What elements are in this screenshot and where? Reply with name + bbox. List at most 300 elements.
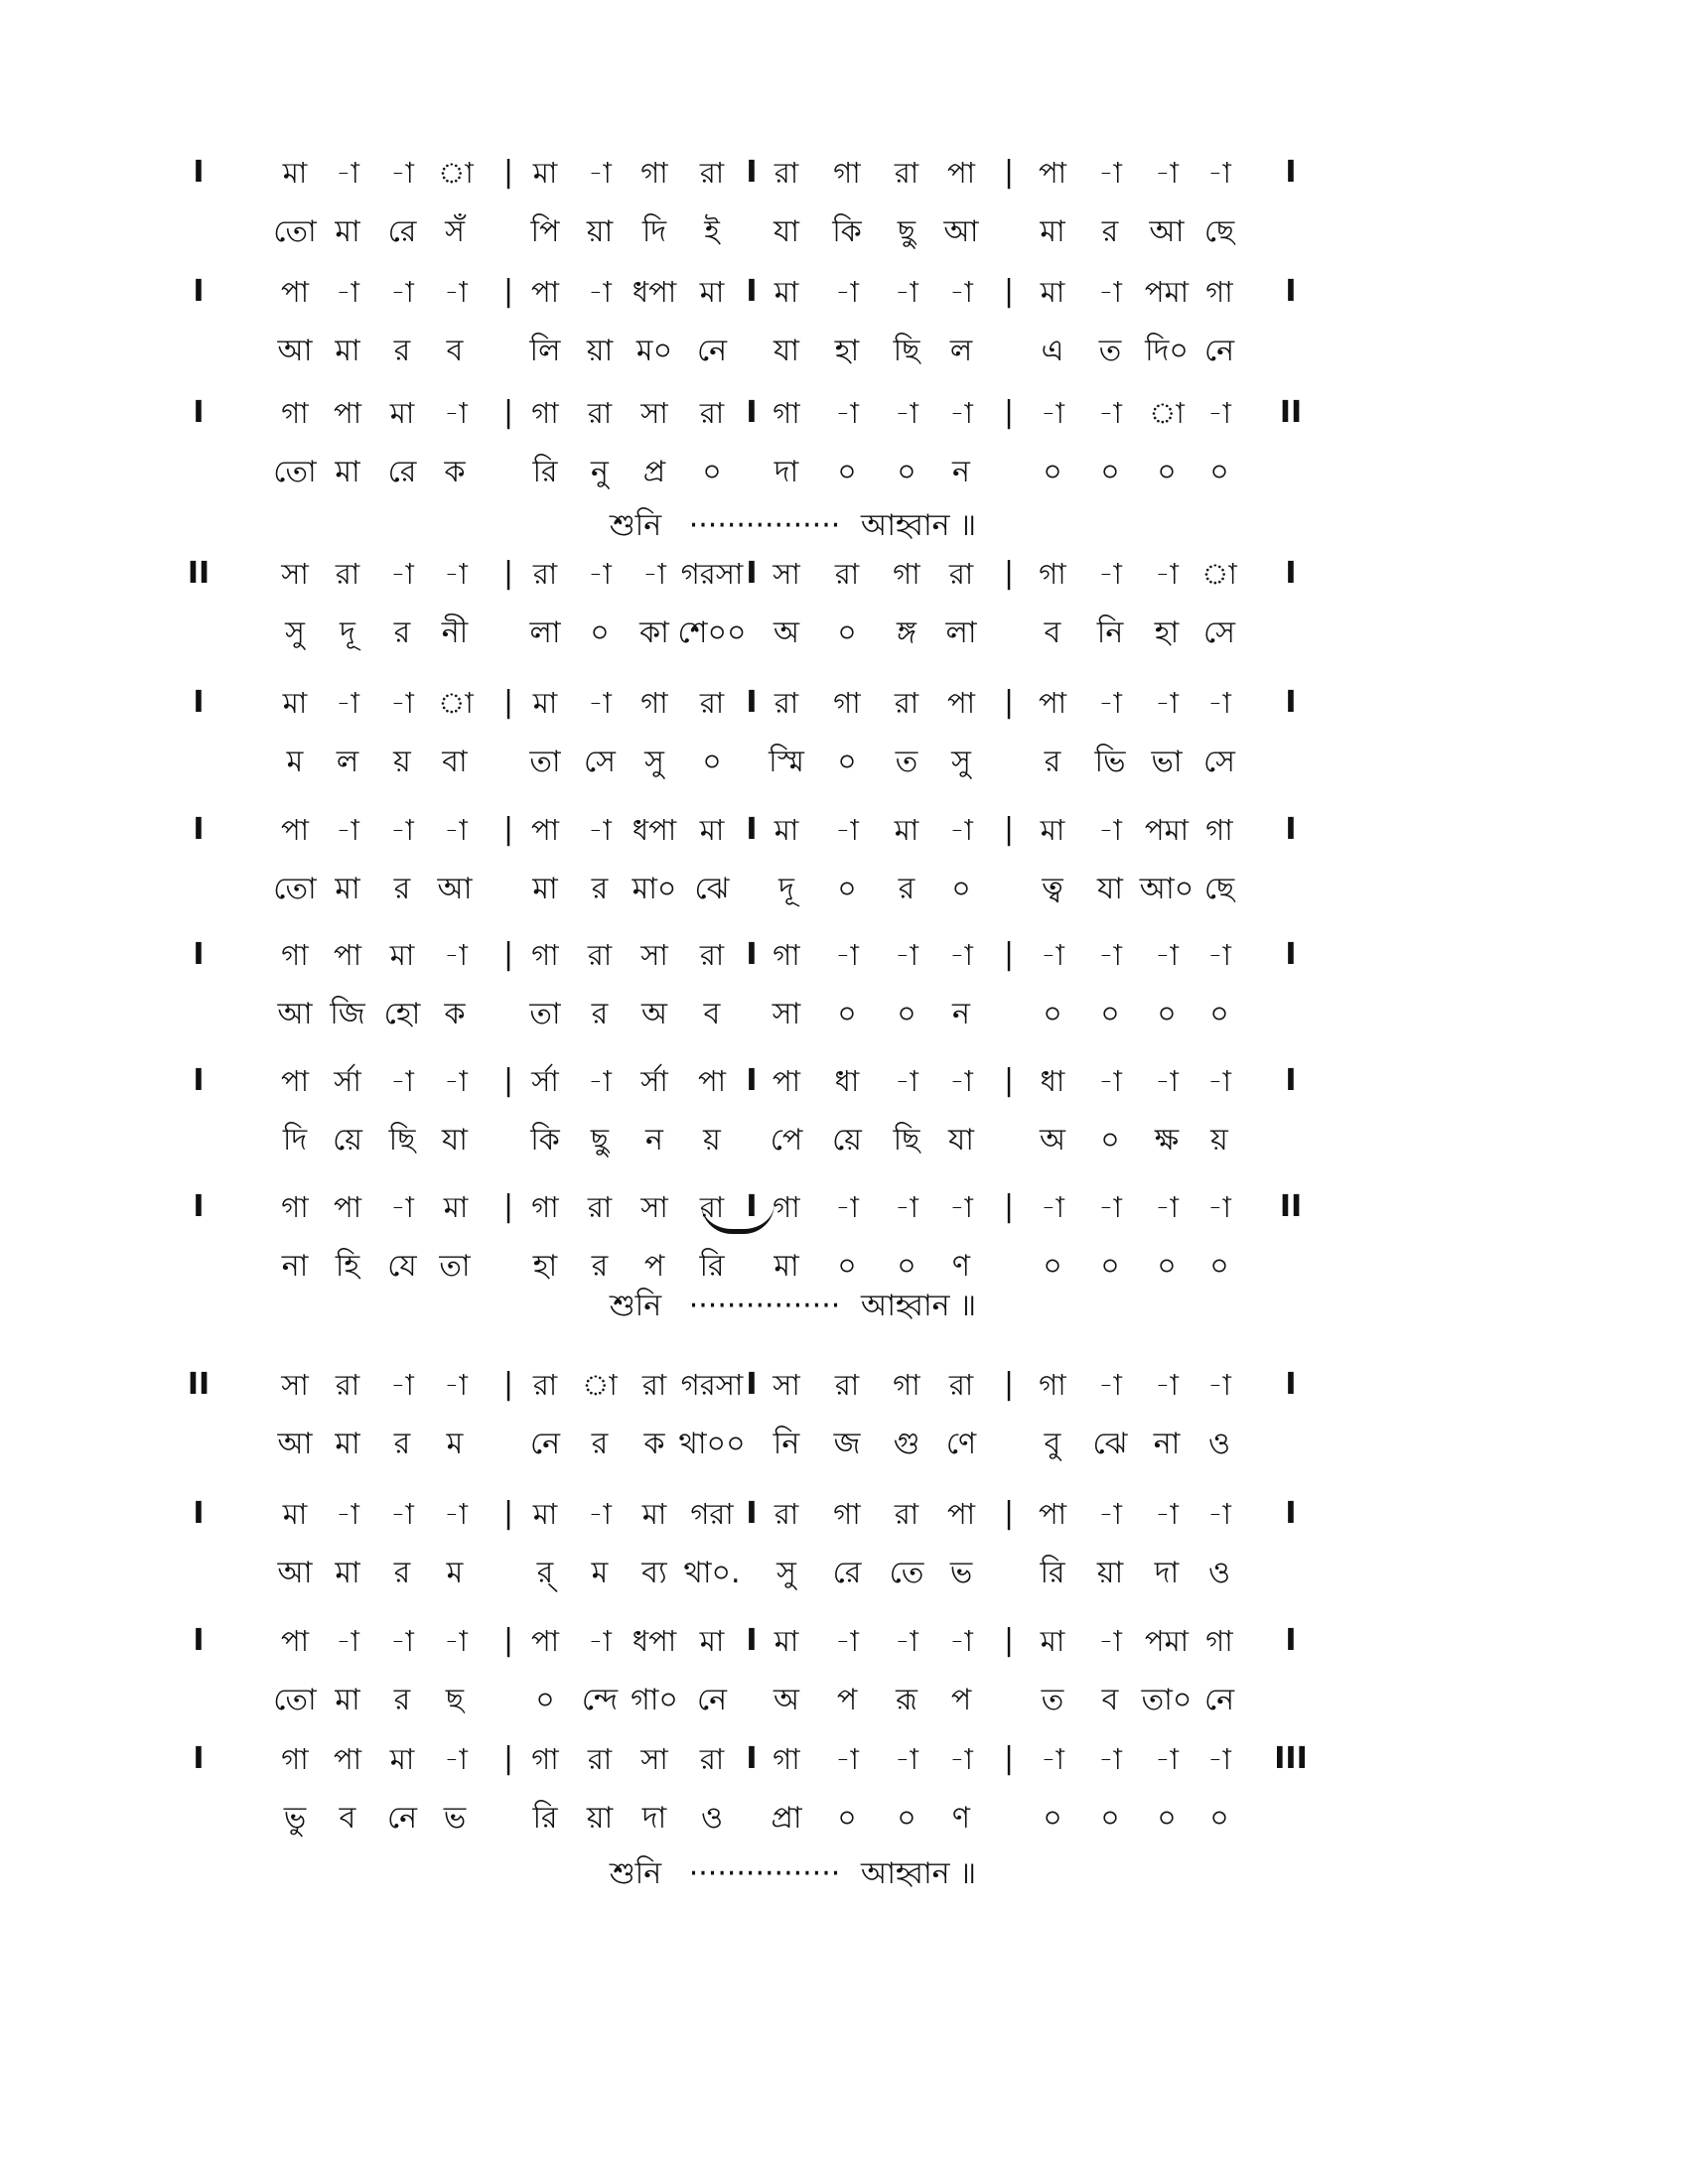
- lyric-syllable: ক্ষ: [1154, 1123, 1180, 1158]
- note-cell: -া: [949, 1190, 973, 1224]
- note-cell: -া: [835, 1624, 859, 1658]
- note-cell: সা: [640, 396, 668, 430]
- beat-divider: |: [502, 812, 514, 847]
- note-cell: গরসা: [680, 557, 744, 591]
- note-cell: গা: [833, 1497, 861, 1531]
- note-cell: রা: [699, 1190, 725, 1224]
- lyric-syllable: ছে: [1203, 872, 1235, 906]
- lyric-syllable: ক: [643, 1427, 665, 1461]
- lyric-syllable: ণ: [951, 1801, 971, 1836]
- lyric-syllable: তো: [273, 1683, 317, 1717]
- note-cell: ধা: [834, 1064, 860, 1098]
- trailing-bar-sign: I: [1285, 556, 1297, 591]
- note-cell: -া: [949, 1064, 973, 1098]
- lyric-syllable: ০: [702, 455, 722, 489]
- note-cell: পা: [530, 813, 560, 847]
- lyric-syllable: রি: [532, 455, 558, 489]
- note-cell: -া: [588, 557, 612, 591]
- lyric-syllable: র: [1044, 745, 1061, 779]
- note-cell: সা: [773, 557, 800, 591]
- lyric-syllable: ও: [1207, 1427, 1231, 1461]
- note-cell: রা: [774, 1497, 799, 1531]
- note-cell: পা: [280, 813, 310, 847]
- leading-bar-sign: I: [193, 937, 205, 972]
- lyric-syllable: দি০: [1145, 334, 1189, 368]
- lyric-syllable: ০: [535, 1683, 555, 1717]
- lyric-row: [0, 1113, 1688, 1168]
- note-cell: া: [1201, 557, 1237, 591]
- measure-bar: I: [746, 1367, 758, 1402]
- measure-bar: I: [746, 1189, 758, 1224]
- lyric-syllable: তো: [273, 214, 317, 249]
- note-cell: রা: [834, 557, 860, 591]
- note-cell: সা: [640, 1190, 668, 1224]
- note-cell: রা: [532, 1368, 558, 1402]
- lyric-syllable: র: [393, 1427, 411, 1461]
- lyric-syllable: ম: [591, 1556, 609, 1590]
- lyric-syllable: সা: [772, 997, 801, 1031]
- lyric-syllable: থা০০: [678, 1427, 746, 1461]
- lyric-syllable: শে০০: [677, 615, 747, 650]
- lyric-syllable: ক: [444, 455, 466, 489]
- lyric-syllable: হা: [1154, 615, 1180, 650]
- note-cell: রা: [699, 938, 725, 972]
- note-cell: ধপা: [632, 813, 677, 847]
- lyric-syllable: লা: [945, 615, 977, 650]
- measure-bar: I: [746, 937, 758, 972]
- note-cell: -া: [1098, 275, 1122, 309]
- note-cell: -া: [895, 396, 918, 430]
- lyric-syllable: ০: [1100, 1123, 1120, 1158]
- note-cell: গা: [531, 1742, 559, 1776]
- note-cell: ধপা: [632, 1624, 677, 1658]
- notation-row: [0, 264, 1688, 320]
- note-cell: -া: [390, 1190, 414, 1224]
- lyric-syllable: মা: [335, 1683, 360, 1717]
- note-cell: রা: [587, 938, 613, 972]
- note-cell: রা: [587, 1742, 613, 1776]
- lyric-syllable: ০: [951, 872, 971, 906]
- measure-bar: I: [746, 1496, 758, 1531]
- note-cell: -া: [1041, 938, 1064, 972]
- note-cell: রা: [894, 156, 919, 190]
- lyric-syllable: ছু: [590, 1123, 610, 1158]
- note-cell: -া: [1207, 1368, 1231, 1402]
- lyric-syllable: অ: [641, 997, 667, 1031]
- note-cell: -া: [390, 1064, 414, 1098]
- lyric-syllable: ল: [336, 745, 359, 779]
- note-cell: পা: [946, 1497, 976, 1531]
- note-cell: -া: [1098, 1064, 1122, 1098]
- refrain-start: শুনি: [609, 1856, 662, 1891]
- lyric-syllable: য়ে: [333, 1123, 362, 1158]
- lyric-syllable: সু: [951, 745, 971, 779]
- lyric-syllable: হো: [383, 997, 421, 1031]
- note-cell: -া: [949, 1624, 973, 1658]
- note-cell: গা: [640, 686, 668, 720]
- note-cell: -া: [895, 1624, 918, 1658]
- lyric-syllable: ০: [1209, 1801, 1229, 1836]
- lyric-syllable: সঁ: [445, 214, 465, 249]
- beat-divider: |: [502, 395, 514, 430]
- beat-divider: |: [1003, 395, 1015, 430]
- leading-bar-sign: I: [193, 1063, 205, 1098]
- lyric-syllable: নে: [1203, 334, 1235, 368]
- note-cell: গা: [893, 557, 920, 591]
- lyric-syllable: র: [393, 1556, 411, 1590]
- note-cell: -া: [390, 813, 414, 847]
- lyric-syllable: মা: [335, 872, 360, 906]
- note-cell: -া: [390, 1624, 414, 1658]
- beat-divider: |: [502, 1741, 514, 1776]
- note-cell: ধপা: [632, 275, 677, 309]
- lyric-syllable: ব: [1044, 615, 1061, 650]
- lyric-row: [0, 735, 1688, 790]
- note-cell: সা: [773, 1368, 800, 1402]
- note-cell: পা: [772, 1064, 801, 1098]
- leading-bar-sign: I: [193, 274, 205, 309]
- lyric-syllable: আ: [943, 214, 979, 249]
- note-cell: রা: [335, 557, 360, 591]
- notation-row: [0, 802, 1688, 858]
- lyric-syllable: ণ: [951, 1249, 971, 1284]
- lyric-syllable: ০: [837, 1801, 857, 1836]
- beat-divider: |: [502, 937, 514, 972]
- beat-divider: |: [502, 556, 514, 591]
- note-cell: -া: [1098, 156, 1122, 190]
- note-cell: -া: [1098, 557, 1122, 591]
- note-cell: -া: [390, 686, 414, 720]
- lyric-syllable: ও: [1207, 1556, 1231, 1590]
- note-cell: সা: [281, 557, 309, 591]
- trailing-bar-sign: I: [1285, 274, 1297, 309]
- refrain-dots: ················: [688, 508, 841, 543]
- measure-bar: I: [746, 1063, 758, 1098]
- trailing-bar-sign: I: [1285, 1496, 1297, 1531]
- lyric-row: [0, 205, 1688, 260]
- lyric-syllable: ০: [837, 455, 857, 489]
- lyric-syllable: ভু: [283, 1801, 307, 1836]
- beat-divider: |: [1003, 685, 1015, 720]
- lyric-syllable: ল: [949, 334, 973, 368]
- lyric-syllable: ০: [1157, 1249, 1177, 1284]
- note-cell: -া: [1098, 938, 1122, 972]
- lyric-syllable: প: [950, 1683, 972, 1717]
- note-cell: র্সা: [531, 1064, 559, 1098]
- note-cell: পা: [946, 686, 976, 720]
- note-cell: পা: [1038, 156, 1067, 190]
- note-cell: -া: [444, 1742, 468, 1776]
- note-cell: গা: [1205, 275, 1233, 309]
- measure-bar: I: [746, 1741, 758, 1776]
- note-cell: -া: [1098, 1624, 1122, 1658]
- note-cell: পমা: [1144, 275, 1190, 309]
- beat-divider: |: [502, 274, 514, 309]
- beat-divider: |: [1003, 1623, 1015, 1658]
- lyric-syllable: কা: [639, 615, 669, 650]
- measure-bar: I: [746, 556, 758, 591]
- trailing-bar-sign: I: [1285, 1367, 1297, 1402]
- lyric-syllable: ০: [1043, 1801, 1062, 1836]
- leading-bar-sign: I: [193, 1496, 205, 1531]
- note-cell: পা: [280, 1624, 310, 1658]
- note-cell: মা: [699, 1624, 725, 1658]
- lyric-row: [0, 1239, 1688, 1295]
- note-cell: -া: [336, 275, 359, 309]
- beat-divider: |: [1003, 1367, 1015, 1402]
- note-cell: পা: [280, 275, 310, 309]
- note-cell: -া: [444, 1624, 468, 1658]
- notation-row: [0, 1357, 1688, 1413]
- lyric-syllable: র: [393, 334, 411, 368]
- lyric-syllable: ০: [837, 997, 857, 1031]
- lyric-syllable: কি: [530, 1123, 560, 1158]
- note-cell: মা: [774, 813, 799, 847]
- lyric-syllable: মা: [335, 1427, 360, 1461]
- leading-bar-sign: I: [193, 395, 205, 430]
- note-cell: -া: [1207, 686, 1231, 720]
- lyric-syllable: আ: [1149, 214, 1185, 249]
- note-cell: রা: [774, 156, 799, 190]
- note-cell: -া: [336, 686, 359, 720]
- lyric-row: [0, 987, 1688, 1042]
- lyric-syllable: আ০: [1139, 872, 1195, 906]
- lyric-syllable: ম: [286, 745, 304, 779]
- lyric-syllable: ম: [446, 1427, 464, 1461]
- note-cell: -া: [390, 1497, 414, 1531]
- lyric-syllable: ন্দে: [581, 1683, 619, 1717]
- leading-bar-sign: I: [193, 155, 205, 190]
- note-cell: -া: [949, 813, 973, 847]
- lyric-syllable: আ: [277, 997, 313, 1031]
- note-cell: া: [438, 156, 474, 190]
- trailing-bar-sign: I: [1285, 685, 1297, 720]
- lyric-syllable: নী: [441, 615, 469, 650]
- lyric-syllable: প: [836, 1683, 858, 1717]
- lyric-syllable: আ: [437, 872, 473, 906]
- notation-row: [0, 1613, 1688, 1669]
- refrain-start: শুনি: [609, 508, 662, 543]
- note-cell: গা: [773, 938, 800, 972]
- lyric-syllable: য়: [1210, 1123, 1228, 1158]
- note-cell: -া: [588, 813, 612, 847]
- note-cell: গা: [773, 396, 800, 430]
- lyric-syllable: আ: [277, 1427, 313, 1461]
- lyric-syllable: র: [591, 1249, 609, 1284]
- lyric-syllable: ০: [1209, 455, 1229, 489]
- note-cell: -া: [895, 1190, 918, 1224]
- note-cell: -া: [1207, 1742, 1231, 1776]
- note-cell: মা: [443, 1190, 469, 1224]
- note-cell: রা: [699, 156, 725, 190]
- note-cell: গরা: [690, 1497, 734, 1531]
- lyric-syllable: ০: [1209, 997, 1229, 1031]
- lyric-syllable: এ: [1041, 334, 1064, 368]
- note-cell: গা: [531, 396, 559, 430]
- lyric-syllable: নে: [529, 1427, 561, 1461]
- measure-bar: I: [746, 155, 758, 190]
- lyric-syllable: ভ: [443, 1801, 467, 1836]
- note-cell: -া: [588, 1064, 612, 1098]
- note-cell: গা: [281, 396, 309, 430]
- note-cell: মা: [1040, 1624, 1065, 1658]
- note-cell: -া: [1098, 1368, 1122, 1402]
- note-cell: র্সা: [334, 1064, 361, 1098]
- note-cell: মা: [894, 813, 919, 847]
- trailing-bar-sign: I: [1285, 937, 1297, 972]
- lyric-syllable: মা: [335, 455, 360, 489]
- note-cell: রা: [894, 1497, 919, 1531]
- note-cell: মা: [1040, 813, 1065, 847]
- note-cell: -া: [588, 275, 612, 309]
- note-cell: পা: [333, 938, 362, 972]
- note-cell: মা: [532, 686, 558, 720]
- note-cell: -া: [949, 275, 973, 309]
- lyric-syllable: জি: [330, 997, 365, 1031]
- lyric-syllable: ব: [339, 1801, 356, 1836]
- note-cell: -া: [835, 275, 859, 309]
- trailing-bar-sign: II: [1279, 395, 1303, 430]
- lyric-syllable: বু: [1044, 1427, 1061, 1461]
- beat-divider: |: [502, 1063, 514, 1098]
- lyric-syllable: ব: [446, 334, 464, 368]
- lyric-syllable: যা: [774, 214, 799, 249]
- lyric-syllable: ০: [1157, 455, 1177, 489]
- lyric-syllable: ও: [700, 1801, 724, 1836]
- refrain-dots: ················: [688, 1289, 841, 1323]
- note-cell: -া: [895, 938, 918, 972]
- note-cell: পমা: [1144, 1624, 1190, 1658]
- refrain-end: আহ্বান ॥: [860, 508, 977, 543]
- lyric-syllable: ন: [952, 997, 970, 1031]
- note-cell: রা: [894, 686, 919, 720]
- lyric-syllable: যা: [1097, 872, 1123, 906]
- lyric-syllable: ব্য: [641, 1556, 667, 1590]
- note-cell: গা: [1205, 1624, 1233, 1658]
- lyric-syllable: দূ: [340, 615, 355, 650]
- lyric-syllable: ঝে: [694, 872, 730, 906]
- refrain-start: শুনি: [609, 1289, 662, 1323]
- note-cell: -া: [390, 275, 414, 309]
- lyric-syllable: ০: [590, 615, 610, 650]
- trailing-bar-sign: I: [1285, 812, 1297, 847]
- lyric-syllable: ০: [897, 1249, 916, 1284]
- beat-divider: |: [1003, 812, 1015, 847]
- beat-divider: |: [1003, 556, 1015, 591]
- lyric-syllable: দি: [641, 214, 667, 249]
- beat-divider: |: [1003, 1189, 1015, 1224]
- note-cell: -া: [1155, 1742, 1179, 1776]
- lyric-syllable: প: [643, 1249, 665, 1284]
- lyric-syllable: য়া: [1096, 1556, 1124, 1590]
- lyric-syllable: মা: [335, 1556, 360, 1590]
- lyric-syllable: দা: [641, 1801, 667, 1836]
- lyric-syllable: মা০: [632, 872, 677, 906]
- leading-bar-sign: I: [193, 1189, 205, 1224]
- lyric-syllable: র্: [536, 1556, 554, 1590]
- notation-row: [0, 1179, 1688, 1235]
- lyric-syllable: ০: [897, 1801, 916, 1836]
- lyric-syllable: ম: [446, 1556, 464, 1590]
- measure-bar: I: [746, 1623, 758, 1658]
- note-cell: -া: [1155, 1190, 1179, 1224]
- note-cell: -া: [336, 156, 359, 190]
- lyric-syllable: ন: [645, 1123, 663, 1158]
- lyric-syllable: পি: [530, 214, 560, 249]
- note-cell: রা: [699, 1742, 725, 1776]
- note-cell: র্সা: [640, 1064, 668, 1098]
- note-cell: -া: [835, 938, 859, 972]
- lyric-syllable: প্রা: [771, 1801, 802, 1836]
- lyric-syllable: র: [591, 872, 609, 906]
- lyric-syllable: র: [393, 1683, 411, 1717]
- note-cell: -া: [1041, 1190, 1064, 1224]
- lyric-syllable: নি: [773, 1427, 800, 1461]
- lyric-syllable: ছি: [893, 1123, 920, 1158]
- note-cell: মা: [641, 1497, 667, 1531]
- lyric-syllable: নি: [1096, 615, 1124, 650]
- lyric-syllable: ০: [702, 745, 722, 779]
- lyric-syllable: ব: [703, 997, 721, 1031]
- note-cell: -া: [835, 396, 859, 430]
- lyric-syllable: নু: [591, 455, 609, 489]
- note-cell: রা: [834, 1368, 860, 1402]
- notation-row: [0, 145, 1688, 201]
- beat-divider: |: [1003, 155, 1015, 190]
- lyric-syllable: বা: [442, 745, 468, 779]
- notation-row: [0, 546, 1688, 602]
- lyric-syllable: গু: [893, 1427, 920, 1461]
- note-cell: সা: [640, 938, 668, 972]
- note-cell: -া: [1098, 1190, 1122, 1224]
- trailing-bar-sign: I: [1285, 1623, 1297, 1658]
- leading-bar-sign: I: [193, 812, 205, 847]
- lyric-syllable: র: [898, 872, 915, 906]
- lyric-syllable: আ: [277, 334, 313, 368]
- lyric-syllable: ম০: [635, 334, 673, 368]
- lyric-row: [0, 1673, 1688, 1728]
- lyric-syllable: জ: [833, 1427, 861, 1461]
- lyric-syllable: ঙ্গ: [897, 615, 916, 650]
- note-cell: পা: [530, 1624, 560, 1658]
- lyric-syllable: য়া: [586, 214, 614, 249]
- note-cell: রা: [587, 396, 613, 430]
- note-cell: রা: [699, 396, 725, 430]
- lyric-syllable: রে: [387, 455, 417, 489]
- lyric-syllable: ছে: [1203, 214, 1235, 249]
- refrain-dots: ················: [688, 1856, 841, 1891]
- note-cell: গা: [1205, 813, 1233, 847]
- note-cell: -া: [895, 1064, 918, 1098]
- note-cell: পা: [333, 1190, 362, 1224]
- note-cell: পা: [280, 1064, 310, 1098]
- refrain-end: আহ্বান ॥: [860, 1856, 977, 1891]
- lyric-syllable: ০: [1209, 1249, 1229, 1284]
- lyric-syllable: দি: [282, 1123, 308, 1158]
- note-cell: -া: [336, 813, 359, 847]
- lyric-row: [0, 445, 1688, 500]
- note-cell: রা: [948, 1368, 974, 1402]
- note-cell: রা: [641, 1368, 667, 1402]
- note-cell: -া: [444, 275, 468, 309]
- note-cell: গা: [1039, 557, 1066, 591]
- note-cell: -া: [1207, 1190, 1231, 1224]
- note-cell: মা: [389, 1742, 415, 1776]
- lyric-syllable: অ: [1040, 1123, 1065, 1158]
- note-cell: মা: [532, 156, 558, 190]
- note-cell: পা: [946, 156, 976, 190]
- note-cell: রা: [774, 686, 799, 720]
